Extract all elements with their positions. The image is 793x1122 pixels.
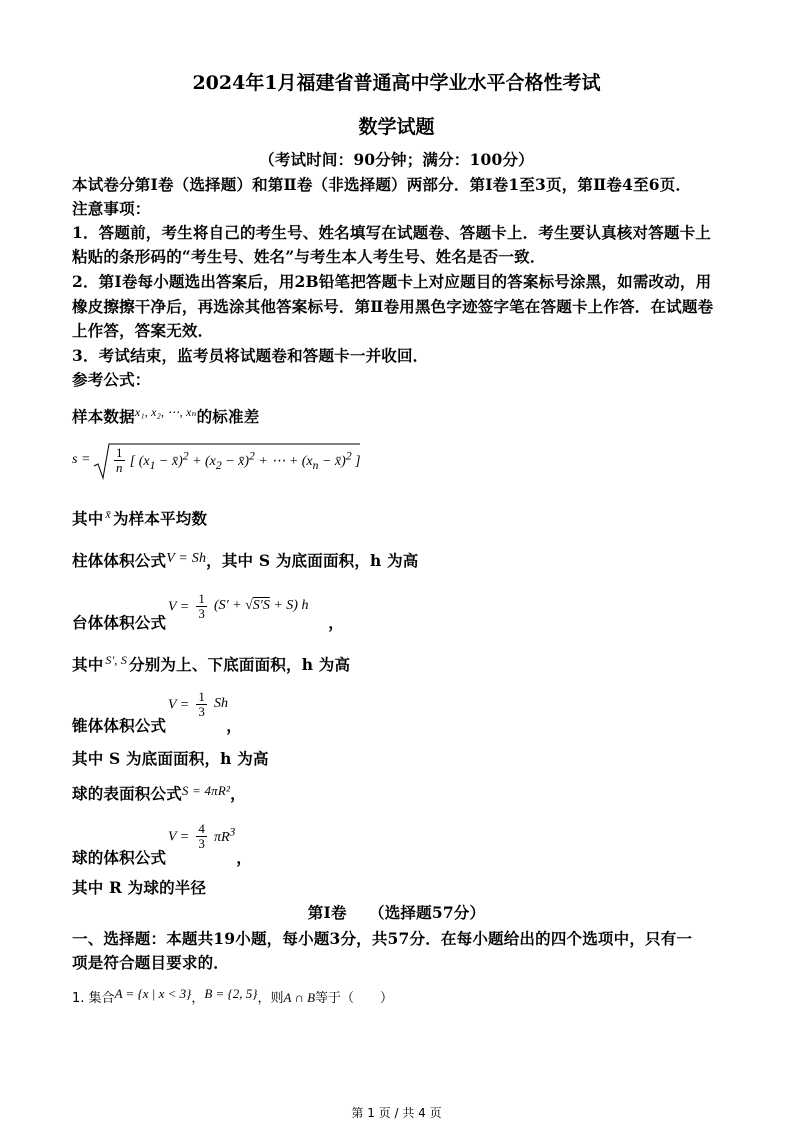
std-dev-label-pre: 样本数据 (72, 407, 135, 426)
sphere-volume-label: 球的体积公式 (72, 848, 167, 867)
note-2-line-1: 2．第Ⅰ卷每小题选出答案后，用2B铅笔把答题卡上对应题目的答案标号涂黑，如需改动，用 (72, 272, 712, 291)
std-dev-formula-text: $\frac{1}{n}$ [ ($x_1$ − x̄)$^2$ + ($x_2$ − x̄)$^2$ + ⋯ + ($x_n$ − x̄)$^2$ ] (116, 445, 361, 475)
question-1-post: 等于（ ） (315, 991, 394, 1006)
frustum-note-post: 分别为上、下底面面积，h 为高 (129, 655, 351, 674)
question-1 (72, 986, 393, 1006)
frustum-note-pre: 其中 (72, 655, 104, 674)
sphere-volume-label-line (72, 846, 252, 868)
std-dev-formula: s = $\frac{1}{n}$ [ ($x_1$ − x̄)$^2$ + ($x_2$ − x̄)$^2$ + ⋯ + ($x_n$ − x̄)$^2$ ] (72, 442, 372, 482)
question-1-sep: ， (191, 991, 205, 1006)
sphere-area-label: 球的表面积公式 (72, 784, 182, 803)
std-dev-label (72, 405, 259, 427)
mean-note-pre: 其中 (72, 509, 104, 528)
frustum-label-line (72, 611, 344, 633)
frustum-label: 台体体积公式 (72, 613, 167, 632)
mean-symbol: x̄ (105, 507, 111, 521)
cone-label-line (72, 714, 242, 736)
note-2-line-2: 橡皮擦擦干净后，再选涂其他答案标号．第Ⅱ卷用黑色字迹签字笔在答题卡上作答．在试题卷 (72, 297, 714, 316)
std-dev-label-post: 的标准差 (196, 407, 260, 426)
frustum-formula: V = $\frac{1}{3}$ (S′ + √S′S + S) h (168, 591, 309, 621)
reference-heading: 参考公式： (72, 370, 151, 389)
cone-label: 锥体体积公式 (72, 716, 167, 735)
set-a: A = {x | x < 3} (114, 986, 192, 1001)
sample-variables: x₁, x₂, ⋯, xₙ (134, 405, 197, 419)
sphere-area-line (72, 782, 246, 804)
page-footer: 第 1 页 / 共 4 页 (351, 1106, 442, 1120)
note-1-line-2: 粘贴的条形码的“考生号、姓名”与考生本人考生号、姓名是否一致． (72, 247, 546, 266)
sphere-volume-comma: ， (236, 848, 252, 867)
note-2-line-3: 上作答，答案无效． (72, 321, 214, 340)
cone-formula: V = $\frac{1}{3}$ Sh (168, 689, 228, 719)
section-instructions-line-1: 一、选择题：本题共19小题，每小题3分，共57分．在每小题给出的四个选项中，只有一 (72, 929, 693, 948)
intersection-expr: A ∩ B (283, 990, 316, 1005)
mean-note-post: 为样本平均数 (112, 509, 208, 528)
question-1-number: 1. (72, 991, 85, 1006)
sphere-area-formula: S = 4πR² (181, 783, 231, 798)
set-b: B = {2, 5} (204, 986, 258, 1001)
section-instructions-line-2: 项是符合题目要求的． (72, 953, 230, 972)
cone-comma: ， (226, 716, 242, 735)
note-1-line-1: 1．答题前，考生将自己的考生号、姓名填写在试题卷、答题卡上．考生要认真核对答题卡上 (72, 223, 711, 242)
note-3: 3．考试结束，监考员将试题卷和答题卡一并收回． (72, 346, 429, 365)
intro-line: 本试卷分第Ⅰ卷（选择题）和第Ⅱ卷（非选择题）两部分．第Ⅰ卷1至3页，第Ⅱ卷4至6页． (72, 175, 692, 194)
exam-subtitle: 数学试题 (358, 116, 435, 138)
question-1-mid: ，则 (257, 991, 284, 1006)
cone-note: 其中 S 为底面面积，h 为高 (72, 749, 269, 768)
frustum-note-vars: S′, S (105, 653, 128, 667)
exam-info: （考试时间：90分钟；满分：100分） (259, 150, 534, 169)
prism-formula-line (72, 549, 419, 571)
frustum-note (72, 653, 350, 675)
exam-title: 2024年1月福建省普通高中学业水平合格性考试 (192, 72, 601, 94)
sphere-area-comma: ， (230, 784, 246, 803)
radius-note: 其中 R 为球的半径 (72, 878, 207, 897)
section-heading: 第Ⅰ卷 （选择题57分） (307, 903, 486, 922)
question-1-pre: 集合 (88, 991, 115, 1006)
prism-label: 柱体体积公式 (72, 551, 167, 570)
mean-note (72, 507, 207, 529)
notes-heading: 注意事项： (72, 199, 151, 218)
sphere-volume-formula: V = $\frac{4}{3}$ $\pi R^3$ (168, 821, 236, 851)
prism-note: ，其中 S 为底面面积，h 为高 (206, 551, 419, 570)
frustum-comma: ， (328, 613, 344, 632)
prism-formula: V = Sh (166, 551, 207, 566)
